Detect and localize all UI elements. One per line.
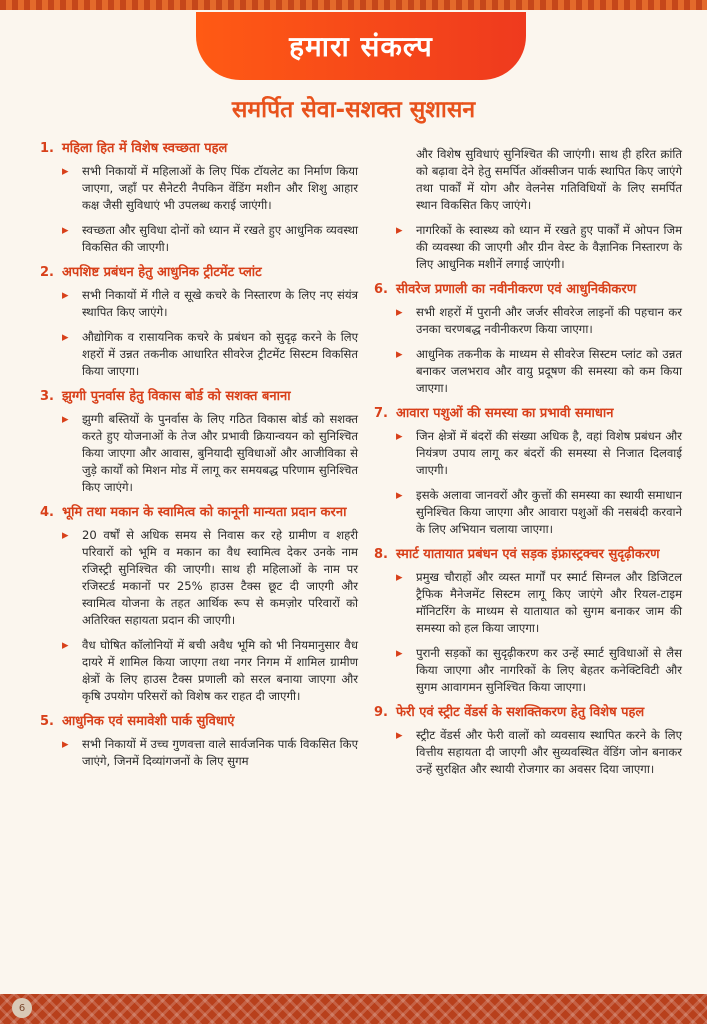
- section-number: 5.: [40, 714, 54, 729]
- section-number: 3.: [40, 389, 54, 404]
- section-heading-text: फेरी एवं स्ट्रीट वेंडर्स के सशक्तिकरण हेतु विशेष पहल: [396, 705, 645, 720]
- bottom-pattern-border: [0, 994, 707, 1024]
- bullet-arrow-icon: ▸: [396, 570, 403, 585]
- bullet-item: [62, 287, 358, 321]
- bullet-text: पुरानी सड़कों का सुदृढ़ीकरण कर उन्हें स्मार्ट सुविधाओं से लैस किया जाएगा और नागरिकों के लिए बेहतर कनेक्टिविटी और सुगम आवागमन सुनिश्चित किया जाएगा।: [416, 646, 682, 694]
- section-heading-text: सीवरेज प्रणाली का नवीनीकरण एवं आधुनिकीकरण: [396, 282, 637, 297]
- bullet-arrow-icon: ▸: [62, 528, 69, 543]
- section-heading: [40, 140, 358, 157]
- section-heading: [374, 704, 682, 721]
- section-4: [40, 504, 358, 705]
- bullet-item: [396, 222, 682, 273]
- section-heading-text: महिला हित में विशेष स्वच्छता पहल: [62, 141, 228, 156]
- left-column: [40, 140, 358, 778]
- bullet-item: [62, 527, 358, 629]
- bullet-arrow-icon: ▸: [396, 646, 403, 661]
- bullet-text: आधुनिक तकनीक के माध्यम से सीवरेज सिस्टम प्लांट को उन्नत बनाकर जलभराव और वायु प्रदूषण की समस्या को कम किया जाएगा।: [416, 347, 682, 395]
- bullet-arrow-icon: ▸: [62, 638, 69, 653]
- bullet-item: [62, 637, 358, 705]
- bullet-arrow-icon: ▸: [396, 728, 403, 743]
- bullet-item: [396, 428, 682, 479]
- section-heading-text: आवारा पशुओं की समस्या का प्रभावी समाधान: [396, 406, 614, 421]
- section-7: [374, 405, 682, 538]
- section-6: [374, 281, 682, 397]
- bullet-item: [62, 736, 358, 770]
- bullet-arrow-icon: ▸: [62, 330, 69, 345]
- section-heading-text: अपशिष्ट प्रबंधन हेतु आधुनिक ट्रीटमेंट प्लांट: [62, 265, 262, 280]
- bullet-arrow-icon: ▸: [62, 223, 69, 238]
- section-heading: [40, 264, 358, 281]
- bullet-text: 20 वर्षों से अधिक समय से निवास कर रहे ग्रामीण व शहरी परिवारों को भूमि व मकान का वैध स्वामित्व देकर उनके नाम रजिस्ट्री सुनिश्चित की जाएगी। साथ ही महिलाओं के नाम पर रजिस्टर्ड मकानों पर 25% हाउस टैक्स छूट दी जाएगी और स्वामित्व योजना के तहत आर्थिक रूप से कमज़ोर परिवारों को अतिरिक्त सहायता प्रदान की जाएगी।: [82, 528, 358, 627]
- section-number: 1.: [40, 141, 54, 156]
- section-1: [40, 140, 358, 256]
- bullet-item: [62, 163, 358, 214]
- continuation-text: और विशेष सुविधाएं सुनिश्चित की जाएंगी। साथ ही हरित क्रांति को बढ़ावा देने हेतु समर्पित ऑक्सीजन पार्क स्थापित किए जाएंगे तथा पार्कों में योग और वेलनेस गतिविधियों के लिए समर्पित स्थान विकसित किए जाएंगे।: [416, 147, 682, 212]
- right-sections: [374, 281, 682, 778]
- bullet-text: सभी निकायों में गीले व सूखे कचरे के निस्तारण के लिए नए संयंत्र स्थापित किए जाएंगे।: [82, 288, 358, 319]
- bullet-text: प्रमुख चौराहों और व्यस्त मार्गों पर स्मार्ट सिग्नल और डिजिटल ट्रैफिक मैनेजमेंट सिस्टम लागू किए जाएंगे और रियल-टाइम मॉनिटरिंग के माध्यम से यातायात को सुगम बनाकर जाम की समस्या को हल किया जाएगा।: [416, 570, 682, 635]
- section-heading: [40, 388, 358, 405]
- bullet-arrow-icon: ▸: [396, 488, 403, 503]
- bullet-arrow-icon: ▸: [62, 288, 69, 303]
- section-number: 4.: [40, 505, 54, 520]
- section-heading-text: स्मार्ट यातायात प्रबंधन एवं सड़क इंफ्रास्ट्रक्चर सुदृढ़ीकरण: [396, 547, 660, 562]
- page-title: हमारा संकल्प: [289, 30, 433, 63]
- bullet-text: सभी शहरों में पुरानी और जर्जर सीवरेज लाइनों की पहचान कर उनका चरणबद्ध नवीनीकरण किया जाएगा।: [416, 305, 682, 336]
- bullet-text: वैध घोषित कॉलोनियों में बची अवैध भूमि को भी नियमानुसार वैध दायरे में शामिल किया जाएगा तथा नगर निगम में शामिल ग्रामीण क्षेत्रों के लिए हाउस टैक्स प्रणाली को सरल बनाया जाएगा और कृषि उपयोग परिसरों को विशेष कर राहत दी जाएगी।: [82, 638, 358, 703]
- bullet-text: झुग्गी बस्तियों के पुनर्वास के लिए गठित विकास बोर्ड को सशक्त करते हुए योजनाओं के तेज और प्रभावी क्रियान्वयन को सुनिश्चित किया जाएगा और आवास, बुनियादी सुविधाओं और आजीविका से जुड़े कार्यों को मिशन मोड में लागू कर समयबद्ध परिणाम सुनिश्चित किए जाएंगे।: [82, 412, 358, 494]
- bullet-item: [396, 346, 682, 397]
- section-number: 6.: [374, 282, 388, 297]
- bullet-item: [62, 411, 358, 496]
- section-3: [40, 388, 358, 496]
- section-number: 8.: [374, 547, 388, 562]
- bullet-item: [62, 329, 358, 380]
- bullet-arrow-icon: ▸: [62, 737, 69, 752]
- section-heading: [374, 405, 682, 422]
- bullet-text: इसके अलावा जानवरों और कुत्तों की समस्या का स्थायी समाधान सुनिश्चित किया जाएगा और आवारा पशुओं की नसबंदी करवाने के लिए अभियान चलाया जाएगा।: [416, 488, 682, 536]
- bullet-item: [62, 222, 358, 256]
- bullet-text: सभी निकायों में महिलाओं के लिए पिंक टॉयलेट का निर्माण किया जाएगा, जहाँ पर सैनेटरी नैपकिन वेंडिंग मशीन और शिशु आहार कक्ष जैसी सुविधाएं भी उपलब्ध कराई जाएंगी।: [82, 164, 358, 212]
- bullet-item: [396, 569, 682, 637]
- section-heading-text: झुग्गी पुनर्वास हेतु विकास बोर्ड को सशक्त बनाना: [62, 389, 291, 404]
- top-pattern-border: [0, 0, 707, 10]
- bullet-item: [396, 645, 682, 696]
- continuation-bullets: [374, 222, 682, 273]
- bullet-text: नागरिकों के स्वास्थ्य को ध्यान में रखते हुए पार्कों में ओपन जिम की व्यवस्था की जाएगी और ग्रीन वेस्ट के वैज्ञानिक निस्तारण के लिए आधुनिक मशीनें लगाई जाएंगी।: [416, 223, 682, 271]
- bullet-arrow-icon: ▸: [62, 164, 69, 179]
- section-heading-text: आधुनिक एवं समावेशी पार्क सुविधाएं: [62, 714, 235, 729]
- bullet-arrow-icon: ▸: [62, 412, 69, 427]
- section-heading: [374, 546, 682, 563]
- bullet-item: [396, 487, 682, 538]
- bullet-item: [396, 727, 682, 778]
- bullet-arrow-icon: ▸: [396, 305, 403, 320]
- page-subtitle: समर्पित सेवा-सशक्त सुशासन: [231, 97, 476, 123]
- bullet-arrow-icon: ▸: [396, 429, 403, 444]
- bullet-text: सभी निकायों में उच्च गुणवत्ता वाले सार्वजनिक पार्क विकसित किए जाएंगे, जिनमें दिव्यांगजनों के लिए सुगम: [82, 737, 358, 768]
- bullet-text: स्ट्रीट वेंडर्स और फेरी वालों को व्यवसाय स्थापित करने के लिए वित्तीय सहायता दी जाएगी और सुव्यवस्थित वेंडिंग जोन बनाकर उन्हें सुरक्षित और स्थायी रोजगार का अवसर दिया जाएगा।: [416, 728, 682, 776]
- section-heading: [40, 713, 358, 730]
- bullet-arrow-icon: ▸: [396, 223, 403, 238]
- bullet-text: जिन क्षेत्रों में बंदरों की संख्या अधिक है, वहां विशेष प्रबंधन और नियंत्रण उपाय लागू कर बंदरों की समस्या से निजात दिलवाई जाएगी।: [416, 429, 682, 477]
- section-5: [40, 713, 358, 770]
- section-8: [374, 546, 682, 696]
- title-banner: [196, 12, 526, 80]
- section-heading: [40, 504, 358, 521]
- section-heading: [374, 281, 682, 298]
- bullet-arrow-icon: ▸: [396, 347, 403, 362]
- section-9: [374, 704, 682, 778]
- section-number: 9.: [374, 705, 388, 720]
- section-heading-text: भूमि तथा मकान के स्वामित्व को कानूनी मान्यता प्रदान करना: [62, 505, 347, 520]
- bullet-item: [396, 304, 682, 338]
- section-number: 2.: [40, 265, 54, 280]
- section-2: [40, 264, 358, 380]
- bullet-text: औद्योगिक व रासायनिक कचरे के प्रबंधन को सुदृढ़ करने के लिए शहरों में उन्नत तकनीक आधारित सीवरेज ट्रीटमेंट सिस्टम विकसित किया जाएगा।: [82, 330, 358, 378]
- section-number: 7.: [374, 406, 388, 421]
- page-number-badge: 6: [12, 998, 32, 1018]
- right-column: [374, 146, 682, 786]
- bullet-text: स्वच्छता और सुविधा दोनों को ध्यान में रखते हुए आधुनिक व्यवस्था विकसित की जाएगी।: [82, 223, 358, 254]
